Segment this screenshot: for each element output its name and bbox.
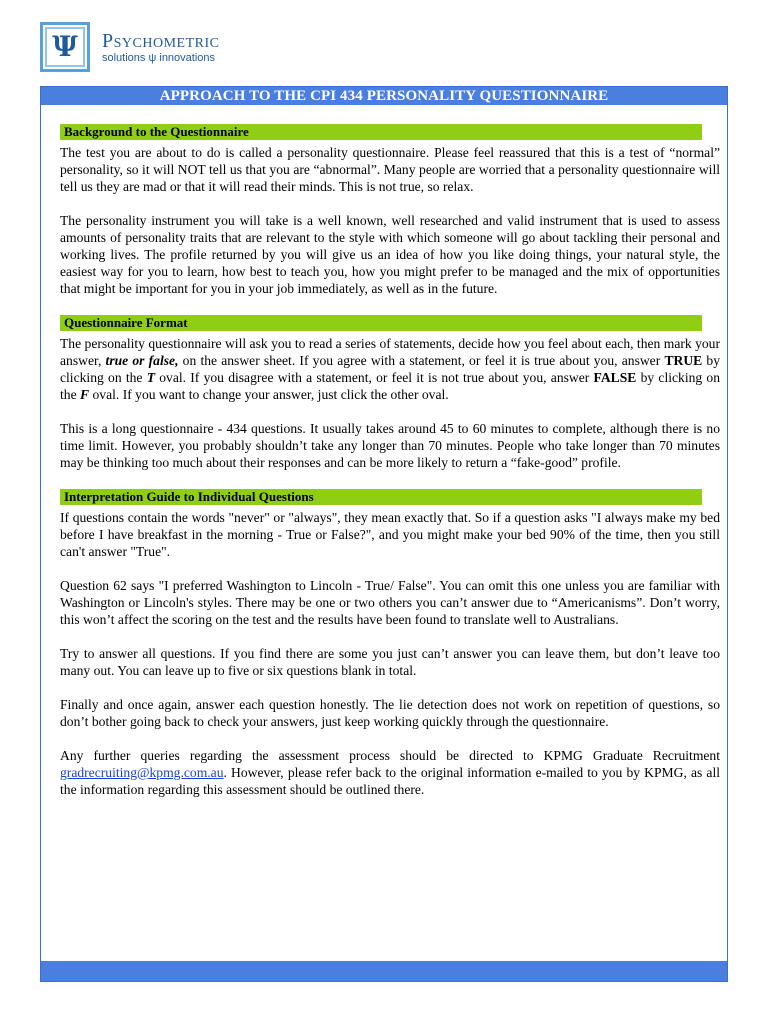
interpretation-paragraph-5: Any further queries regarding the assessment process should be directed to KPMG Graduate Recruitment gradrecruiting@kpmg.com.au. However, please refer back to the original information e-mailed to you by KPMG, as all the information regarding this assessment should be outlined there. (60, 748, 720, 797)
company-logo (40, 22, 219, 72)
background-paragraph-2: The personality instrument you will take is a well known, well researched and valid instrument that is used to assess amounts of personality traits that are relevant to the style with which someone will go about tackling their personal and working lives. The profile returned by you will give us an idea of how you like doing things, your natural style, the easiest way for you to learn, how best to teach you, how you might prefer to be managed and the mix of opportunities that might be important for you in your job immediately, as well as in the future. (60, 213, 720, 296)
interpretation-paragraph-1: If questions contain the words "never" or "always", they mean exactly that. So if a question asks "I always make my bed before I have breakfast in the morning - True or False?", and you might make your bed 90% of the time, then you still can't answer "True". (60, 510, 720, 559)
interpretation-paragraph-3: Try to answer all questions. If you find there are some you just can’t answer you can leave them, but don’t leave too many out. You can leave up to five or six questions blank in total. (60, 646, 720, 678)
recruitment-email-link[interactable]: gradrecruiting@kpmg.com.au (60, 765, 224, 780)
background-paragraph-1: The test you are about to do is called a personality questionnaire. Please feel reassured that this is a test of “normal” personality, so it will NOT tell us that you are “abnormal”. Many people are worried that a personality questionnaire will tell us they are mad or that it will read their minds. This is not true, so relax. (60, 145, 720, 194)
section-heading-format: Questionnaire Format (60, 315, 702, 331)
logo-tagline: solutions ψ innovations (102, 51, 216, 64)
interpretation-paragraph-2: Question 62 says "I preferred Washington to Lincoln - True/ False". You can omit this one unless you are familiar with Washington or Lincoln's styles. There may be one or two others you can’t answer due to “Americanisms”. Don’t worry, this won’t affect the scoring on the test and the results have been found to translate well to Australians. (60, 578, 720, 627)
format-paragraph-2: This is a long questionnaire - 434 questions. It usually takes around 45 to 60 minutes to complete, although there is no time limit. However, you probably shouldn’t take any longer than 70 minutes. People who take longer than 70 minutes may be thinking too much about their responses and can be more likely to return a “fake-good” profile. (60, 421, 720, 470)
section-heading-interpretation: Interpretation Guide to Individual Questions (60, 489, 702, 505)
logo-glyph: Ψ (52, 30, 78, 63)
section-heading-background: Background to the Questionnaire (60, 124, 702, 140)
logo-name: Psychometric (102, 29, 220, 52)
page-title: APPROACH TO THE CPI 434 PERSONALITY QUESTIONNAIRE (41, 87, 727, 105)
format-paragraph-1: The personality questionnaire will ask you to read a series of statements, decide how you feel about each, then mark your answer, true or false, on the answer sheet. If you agree with a statement, or feel it is true about you, answer TRUE by clicking on the T oval. If you disagree with a statement, or feel it is not true about you, answer FALSE by clicking on the F oval. If you want to change your answer, just click the other oval. (60, 336, 721, 402)
document-body (60, 124, 720, 798)
document-frame (40, 86, 728, 982)
psi-logo-icon (40, 22, 90, 72)
logo-text (102, 31, 219, 64)
interpretation-paragraph-4: Finally and once again, answer each question honestly. The lie detection does not work on repetition of questions, so don’t bother going back to check your answers, just keep working quickly through the questionnaire. (60, 697, 720, 729)
footer-bar (41, 961, 727, 981)
